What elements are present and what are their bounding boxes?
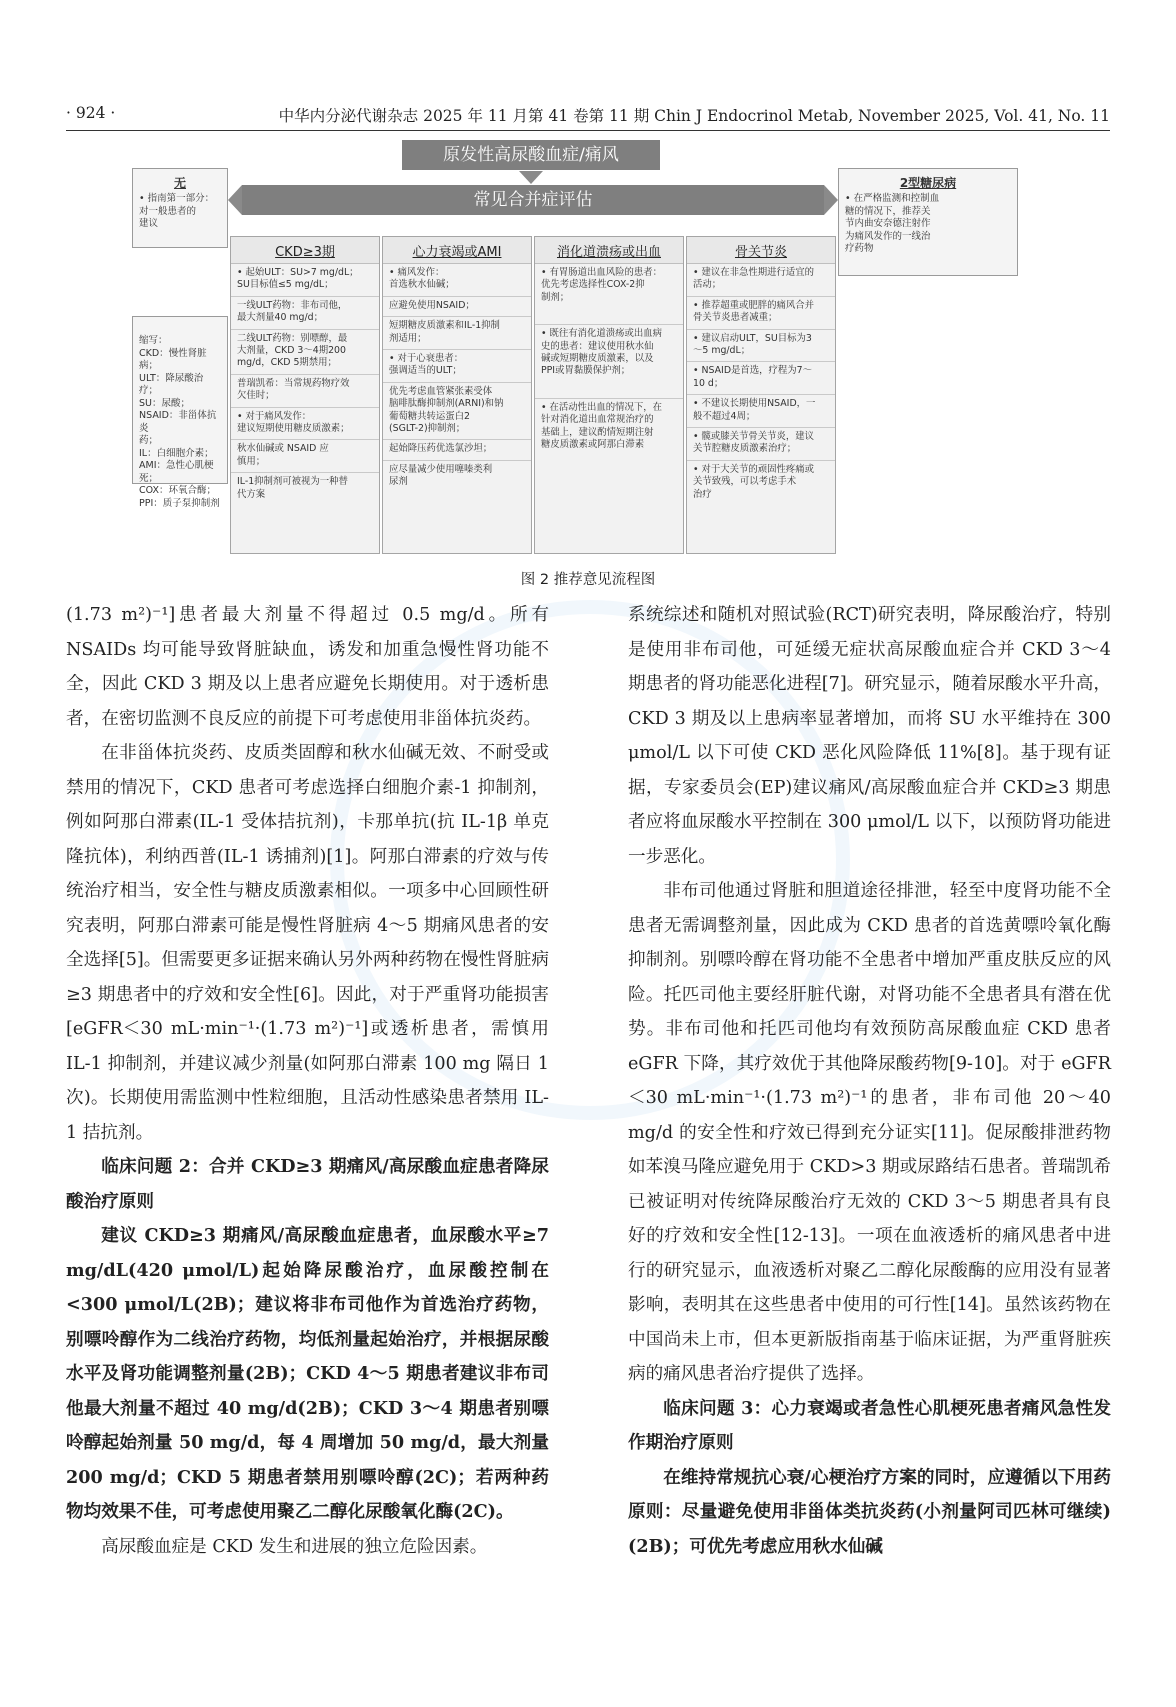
recommendation-flowchart (132, 140, 1018, 556)
column-ckd-item: • 起始ULT：SU>7 mg/dL； SU目标值≤5 mg/dL； (231, 264, 379, 297)
column-heart-failure-item: 应避免使用NSAID； (383, 297, 531, 317)
recommendation-paragraph: 建议 CKD≥3 期痛风/高尿酸血症患者，血尿酸水平≥7 mg/dL(420 μmol/L)起始降尿酸治疗，血尿酸控制在<300 μmol/L(2B)；建议将非布司他作为首选治疗药物，别嘌呤醇作为二线治疗药物，均低剂量起始治疗，并根据尿酸水平及肾功能调整剂量(2B)；CKD 4～5 期患者建议非布司他最大剂量不超过 40 mg/d(2B)；CKD 3～4 期患者别嘌呤醇起始剂量 50 mg/d，每 4 周增加 50 mg/d，最大剂量 200 mg/d；CKD 5 期患者禁用别嘌呤醇(2C)；若两种药物均效果不佳，可考虑使用聚乙二醇化尿酸氧化酶(2C)。 (66, 1225, 549, 1522)
abbreviation-text: 缩写： CKD：慢性肾脏病； ULT：降尿酸治疗； SU：尿酸； NSAID：非甾体抗炎 药； IL：白细胞介素； AMI：急性心肌梗死； COX：环氧合酶； PPI：质子泵抑制剂 (139, 335, 220, 509)
figure-caption: 图 2 推荐意见流程图 (520, 572, 656, 588)
flow-top-title: 原发性高尿酸血症/痛风 (402, 140, 660, 170)
column-osteoarthritis (686, 236, 836, 554)
left-text-column (66, 598, 549, 1564)
diabetes-text: • 在严格监测和控制血 糖的情况下，推荐关 节内曲安奈德注射作 为痛风发作的一线治 疗药物 (845, 193, 940, 254)
left-arrow-icon (228, 185, 242, 215)
page-number: · 924 · (66, 104, 116, 122)
column-ckd (230, 236, 380, 554)
flow-assess-title: 常见合并症评估 (242, 185, 824, 215)
diabetes-title: 2型糖尿病 (899, 176, 957, 190)
section-heading: 临床问题 2：合并 CKD≥3 期痛风/高尿酸血症患者降尿酸治疗原则 (66, 1156, 549, 1212)
column-gi-bleeding-item: • 在活动性出血的情况下，在 针对消化道出血常规治疗的 基础上，建议酌情短期注射 糖皮质激素或阿那白滞素 (541, 401, 663, 451)
down-arrow-icon (519, 171, 543, 184)
running-header (66, 100, 1110, 131)
column-ckd-item: 二线ULT药物：别嘌醇，最 大剂量，CKD 3～4期200 mg/d，CKD 5期禁用； (231, 330, 379, 375)
paragraph: 高尿酸血症是 CKD 发生和进展的独立危险因素。 (101, 1536, 488, 1557)
column-gi-bleeding-item: • 既往有消化道溃疡或出血病 史的患者：建议使用秋水仙 碱或短期糖皮质激素，以及 PPI或胃黏膜保护剂； (535, 325, 683, 399)
paragraph: 系统综述和随机对照试验(RCT)研究表明，降尿酸治疗，特别是使用非布司他，可延缓无症状高尿酸血症合并 CKD 3～4 期患者的肾功能恶化进程[7]。研究显示，随着尿酸水平升高，CKD 3 期及以上患病率显著增加，而将 SU 水平维持在 300 μmol/L 以下可使 CKD 恶化风险降低 11%[8]。基于现有证据，专家委员会(EP)建议痛风/高尿酸血症合并 CKD≥3 期患者应将血尿酸水平控制在 300 μmol/L 以下，以预防肾功能进一步恶化。 (628, 605, 1111, 867)
column-osteoarthritis-item: • 对于大关节的顽固性疼痛或 关节致残，可以考虑手术 治疗 (693, 463, 815, 500)
column-ckd-item: • 对于痛风发作： 建议短期使用糖皮质激素； (231, 408, 379, 441)
column-osteoarthritis-item: • 不建议长期使用NSAID，一 般不超过4周； (687, 395, 835, 428)
diabetes-box (838, 168, 1018, 276)
journal-citation: 中华内分泌代谢杂志 2025 年 11 月第 41 卷第 11 期 Chin J Endocrinol Metab, November 2025, Vol. 41, No. 11 (278, 107, 1110, 125)
section-heading: 临床问题 3：心力衰竭或者急性心肌梗死患者痛风急性发作期治疗原则 (628, 1397, 1111, 1453)
column-ckd-title: CKD≥3期 (231, 237, 379, 264)
column-ckd-item: 一线ULT药物：非布司他， 最大剂量40 mg/d； (231, 297, 379, 330)
column-gi-bleeding-title: 消化道溃疡或出血 (535, 237, 683, 264)
column-osteoarthritis-item: • 髋或膝关节骨关节炎，建议 关节腔糖皮质激素治疗； (687, 428, 835, 461)
paragraph: (1.73 m²)⁻¹]患者最大剂量不得超过 0.5 mg/d。所有 NSAIDs 均可能导致肾脏缺血，诱发和加重急慢性肾功能不全，因此 CKD 3 期及以上患者应避免长期使用。对于透析患者，在密切监测不良反应的前提下可考虑使用非甾体抗炎药。 (66, 605, 549, 729)
column-ckd-item: 普瑞凯希：当常规药物疗效 欠佳时； (231, 375, 379, 408)
no-comorbidity-text: • 指南第一部分： 对一般患者的 建议 (139, 193, 215, 229)
recommendation-paragraph: 在维持常规抗心衰/心梗治疗方案的同时，应遵循以下用药原则：尽量避免使用非甾体类抗炎药(小剂量阿司匹林可继续)(2B)；可优先考虑应用秋水仙碱 (628, 1466, 1111, 1557)
paragraph: 在非甾体抗炎药、皮质类固醇和秋水仙碱无效、不耐受或禁用的情况下，CKD 患者可考虑选择白细胞介素-1 抑制剂，例如阿那白滞素(IL-1 受体拮抗剂)，卡那单抗(抗 IL-1β 单克隆抗体)，利纳西普(IL-1 诱捕剂)[1]。阿那白滞素的疗效与传统治疗相当，安全性与糖皮质激素相似。一项多中心回顾性研究表明，阿那白滞素可能是慢性肾脏病 4～5 期痛风患者的安全选择[5]。但需要更多证据来确认另外两种药物在慢性肾脏病≥3 期患者中的疗效和安全性[6]。因此，对于严重肾功能损害[eGFR＜30 mL·min⁻¹·(1.73 m²)⁻¹]或透析患者，需慎用 IL-1 抑制剂，并建议减少剂量(如阿那白滞素 100 mg 隔日 1 次)。长期使用需监测中性粒细胞，且活动性感染患者禁用 IL-1 拮抗剂。 (66, 743, 549, 1143)
column-gi-bleeding (534, 236, 684, 554)
column-heart-failure-title: 心力衰竭或AMI (383, 237, 531, 264)
column-osteoarthritis-item: • 推荐超重或肥胖的痛风合并 骨关节炎患者减重； (687, 297, 835, 330)
column-heart-failure-item: 优先考虑血管紧张素受体 脑啡肽酶抑制剂(ARNI)和钠 葡萄糖共转运蛋白2 (SGLT-2)抑制剂； (383, 383, 531, 441)
column-heart-failure-item: • 对于心衰患者： 强调适当的ULT； (383, 350, 531, 383)
column-osteoarthritis-item: • 建议启动ULT，SU目标为3 ～5 mg/dL； (687, 330, 835, 363)
column-heart-failure-item: 起始降压药优选氯沙坦； (383, 440, 531, 460)
column-osteoarthritis-title: 骨关节炎 (687, 237, 835, 264)
column-heart-failure (382, 236, 532, 554)
column-heart-failure-item: • 痛风发作： 首选秋水仙碱； (383, 264, 531, 297)
column-osteoarthritis-item: • NSAID是首选，疗程为7～ 10 d； (687, 362, 835, 395)
right-text-column (628, 598, 1111, 1564)
column-osteoarthritis-item: • 建议在非急性期进行适宜的 活动； (687, 264, 835, 297)
column-gi-bleeding-item: • 有胃肠道出血风险的患者： 优先考虑选择性COX-2抑 制剂； (535, 264, 683, 325)
right-arrow-icon (824, 185, 838, 215)
column-heart-failure-item: 应尽量减少使用噻嗪类利 尿剂 (389, 463, 493, 488)
column-ckd-item: 秋水仙碱或 NSAID 应 慎用； (231, 440, 379, 473)
paragraph: 非布司他通过肾脏和胆道途径排泄，轻至中度肾功能不全患者无需调整剂量，因此成为 CKD 患者的首选黄嘌呤氧化酶抑制剂。别嘌呤醇在肾功能不全患者中增加严重皮肤反应的风险。托匹司他主要经肝脏代谢，对肾功能不全患者具有潜在优势。非布司他和托匹司他均有效预防高尿酸血症 CKD 患者 eGFR 下降，其疗效优于其他降尿酸药物[9-10]。对于 eGFR＜30 mL·min⁻¹·(1.73 m²)⁻¹的患者，非布司他 20～40 mg/d 的安全性和疗效已得到充分证实[11]。促尿酸排泄药物如苯溴马隆应避免用于 CKD>3 期或尿路结石患者。普瑞凯希已被证明对传统降尿酸治疗无效的 CKD 3～5 期患者具有良好的疗效和安全性[12-13]。一项在血液透析的痛风患者中进行的研究显示，血液透析对聚乙二醇化尿酸酶的应用没有显著影响，表明其在这些患者中使用的可行性[14]。虽然该药物在中国尚未上市，但本更新版指南基于临床证据，为严重肾脏疾病的痛风患者治疗提供了选择。 (628, 881, 1111, 1384)
column-ckd-item: IL-1抑制剂可被视为一种替 代方案 (237, 476, 348, 500)
no-comorbidity-title: 无 (173, 176, 186, 190)
column-heart-failure-item: 短期糖皮质激素和IL-1抑制 剂适用； (383, 317, 531, 350)
no-comorbidity-box (132, 168, 228, 248)
abbreviation-box (132, 316, 228, 509)
